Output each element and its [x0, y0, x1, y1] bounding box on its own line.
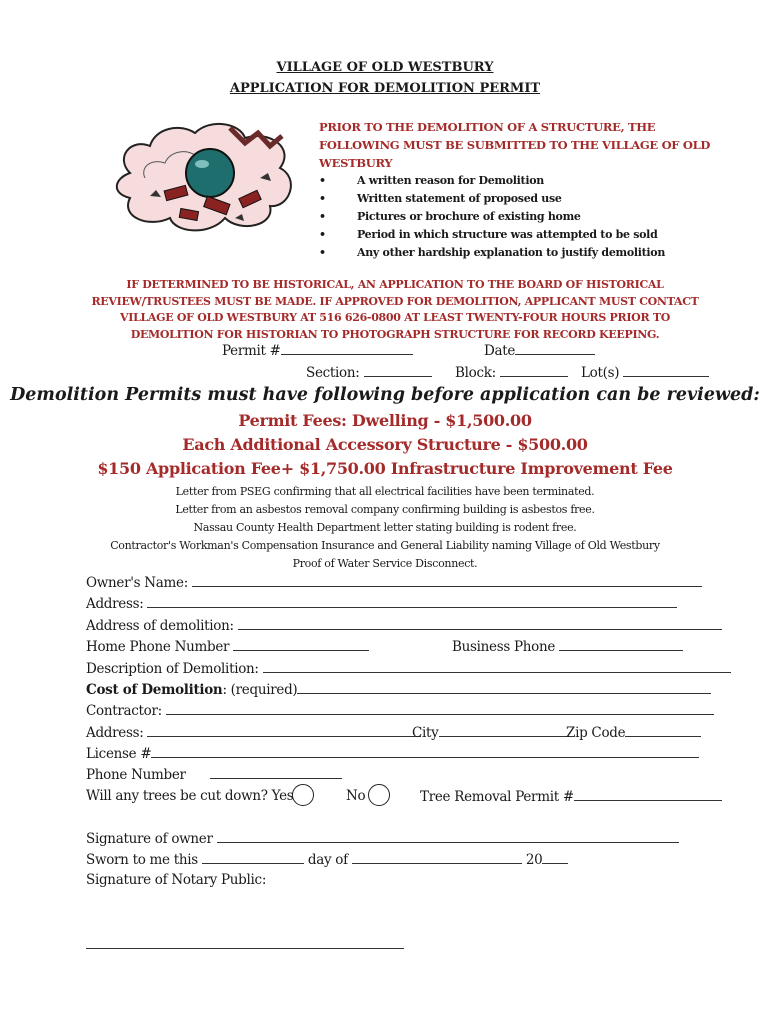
list-item: • Any other hardship explanation to justify demolition: [319, 246, 666, 259]
address-field[interactable]: Address:: [86, 595, 677, 612]
list-item: • Period in which structure was attempted to be sold: [319, 228, 658, 241]
block-field[interactable]: Block:: [455, 364, 568, 381]
historical-notice: IF DETERMINED TO BE HISTORICAL, AN APPLICATION TO THE BOARD OF HISTORICAL REVIEW/TRUSTEES MUST BE MADE. IF APPROVED FOR DEMOLITION, APPLICANT MUST CONTACT VILLAGE OF OLD WESTBURY AT 516 626-0800 AT LEAST TWENTY-FOUR HOURS PRIOR TO DEMOLITION FOR HISTORIAN TO PHOTOGRAPH STRUCTURE FOR RECORD KEEPING.: [91, 278, 699, 341]
lots-field[interactable]: Lot(s): [581, 364, 709, 381]
signature-section: [86, 830, 716, 950]
tree-removal-permit-field[interactable]: Tree Removal Permit #: [420, 788, 722, 805]
document-item: Letter from PSEG confirming that all electrical facilities have been terminated.: [175, 485, 595, 498]
document-item: Letter from an asbestos removal company confirming building is asbestos free.: [175, 503, 595, 516]
description-field[interactable]: Description of Demolition:: [86, 660, 731, 677]
cost-field[interactable]: Cost of Demolition: (required): [86, 681, 711, 698]
phone-number-field[interactable]: Phone Number: [86, 766, 342, 783]
date-field[interactable]: Date: [484, 342, 595, 359]
requirements-list: [319, 172, 665, 262]
section-field[interactable]: Section:: [306, 364, 432, 381]
demolition-address-field[interactable]: Address of demolition:: [86, 617, 722, 634]
document-title: VILLAGE OF OLD WESTBURY: [276, 60, 494, 75]
trees-no-label: No: [346, 788, 366, 804]
trees-no-radio[interactable]: [368, 784, 390, 806]
fee-application: $150 Application Fee+ $1,750.00 Infrastructure Improvement Fee: [97, 459, 673, 478]
list-item: • Pictures or brochure of existing home: [319, 210, 581, 223]
contractor-field[interactable]: Contractor:: [86, 702, 714, 719]
notary-signature-line[interactable]: [86, 948, 404, 949]
document-item: Proof of Water Service Disconnect.: [292, 557, 478, 570]
home-phone-field[interactable]: Home Phone Number: [86, 638, 369, 655]
required-documents: [0, 483, 770, 573]
permit-number-field[interactable]: Permit #: [222, 342, 413, 359]
requirements-heading: Demolition Permits must have following before application can be reviewed:: [10, 385, 760, 405]
document-subtitle: APPLICATION FOR DEMOLITION PERMIT: [229, 81, 541, 96]
contractor-address-field[interactable]: Address:: [86, 724, 421, 741]
zip-code-field[interactable]: Zip Code: [566, 724, 701, 741]
city-field[interactable]: City: [412, 724, 569, 741]
fee-accessory: Each Additional Accessory Structure - $500.00: [182, 435, 588, 454]
owner-name-field[interactable]: Owner's Name:: [86, 574, 702, 591]
sworn-field[interactable]: Sworn to me this day of 20: [86, 851, 568, 868]
license-field[interactable]: License #: [86, 745, 699, 762]
prior-notice: PRIOR TO THE DEMOLITION OF A STRUCTURE, THE FOLLOWING MUST BE SUBMITTED TO THE VILLAGE OF OLD WESTBURY: [319, 120, 711, 170]
document-item: Contractor's Workman's Compensation Insurance and General Liability naming Village of Old Westbury: [110, 539, 660, 552]
business-phone-field[interactable]: Business Phone: [452, 638, 683, 655]
trees-yes-radio[interactable]: [292, 784, 314, 806]
list-item: • Written statement of proposed use: [319, 192, 562, 205]
owner-signature-field[interactable]: Signature of owner: [86, 830, 679, 847]
trees-question: Will any trees be cut down? Yes: [86, 788, 294, 804]
fee-dwelling: Permit Fees: Dwelling - $1,500.00: [238, 411, 532, 430]
notary-label: Signature of Notary Public:: [86, 872, 267, 888]
list-item: • A written reason for Demolition: [319, 174, 544, 187]
wrecking-ball-clipart-icon: [110, 118, 315, 238]
document-item: Nassau County Health Department letter stating building is rodent free.: [193, 521, 577, 534]
